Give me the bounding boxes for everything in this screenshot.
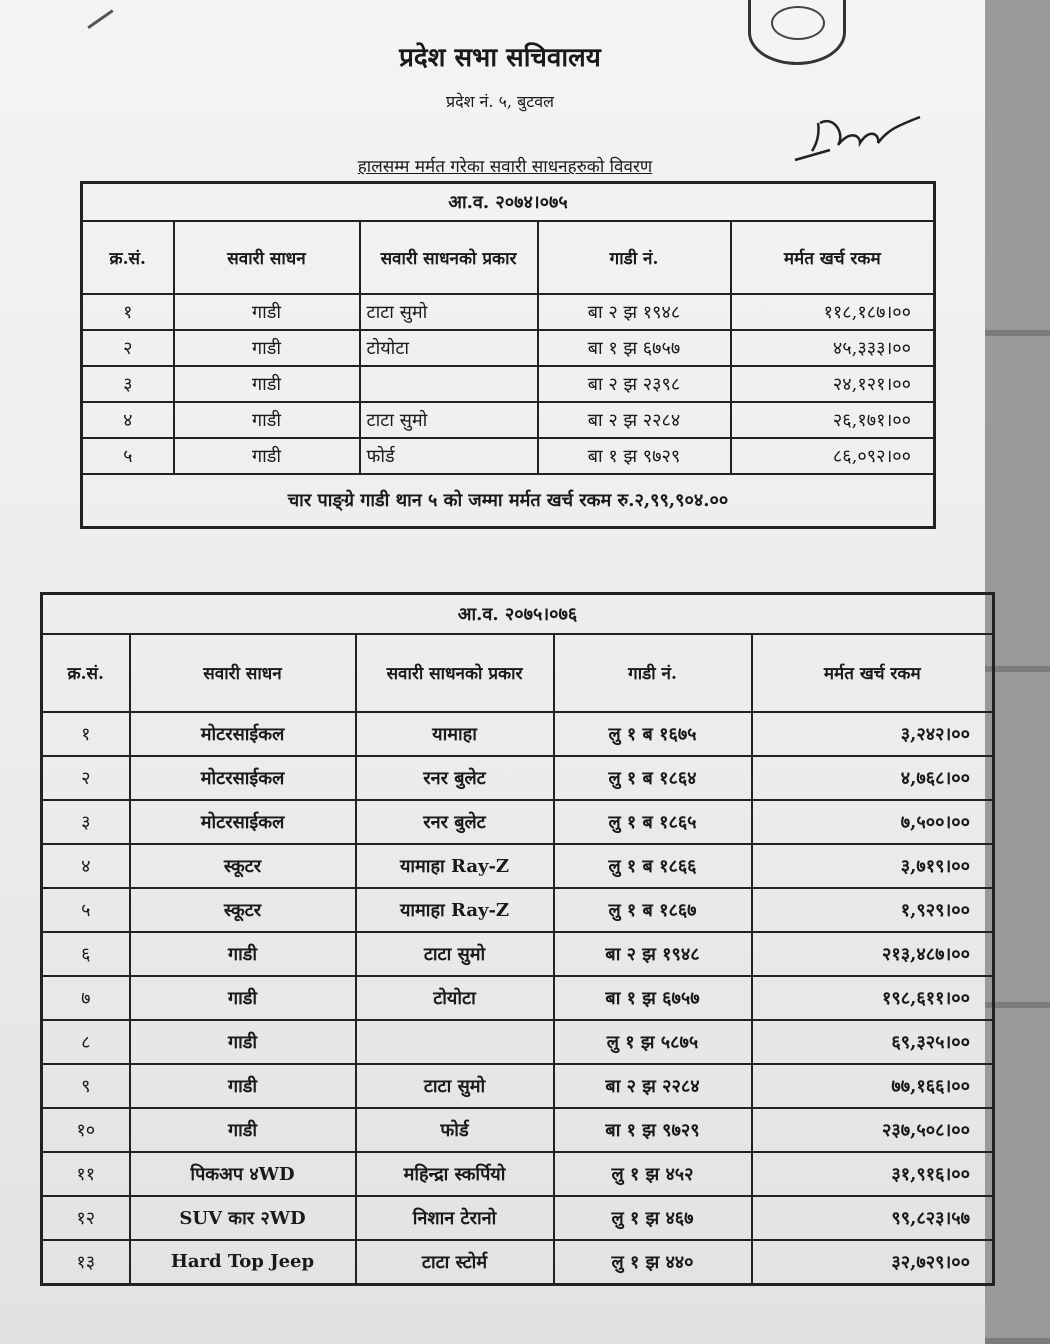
table-row [42, 1240, 994, 1285]
cell-sn: ५ [42, 888, 130, 932]
cell-sn: ९ [42, 1064, 130, 1108]
col-header-number: गाडी नं. [554, 634, 752, 712]
page-caption: हालसम्म मर्मत गरेका सवारी साधनहरुको विवरण [357, 157, 653, 177]
cell-type: यामाहा Ray-Z [356, 888, 554, 932]
cell-sn: १० [42, 1108, 130, 1152]
cell-type: टाटा सुमो [356, 1064, 554, 1108]
cell-amount: ३,२४२।०० [752, 712, 994, 756]
cell-vehicle: पिकअप ४WD [130, 1152, 356, 1196]
cell-amount: १९८,६११।०० [752, 976, 994, 1020]
table-row [42, 756, 994, 800]
cell-number: बा २ झ २२८४ [554, 1064, 752, 1108]
table-row [82, 294, 935, 330]
cell-sn: ११ [42, 1152, 130, 1196]
cell-type: महिन्द्रा स्कर्पियो [356, 1152, 554, 1196]
cell-sn: ४ [42, 844, 130, 888]
cell-sn: १ [82, 294, 174, 330]
table-row [42, 844, 994, 888]
cell-number: बा १ झ ९७२९ [554, 1108, 752, 1152]
cell-amount: २६,१७१।०० [731, 402, 935, 438]
table-row [42, 1108, 994, 1152]
cell-sn: १३ [42, 1240, 130, 1285]
cell-amount: ३,७१९।०० [752, 844, 994, 888]
cell-amount: ४,७६८।०० [752, 756, 994, 800]
cell-number: लु १ ब १८६७ [554, 888, 752, 932]
cell-number: बा १ झ ६७५७ [538, 330, 731, 366]
cell-sn: ६ [42, 932, 130, 976]
cell-type: यामाहा [356, 712, 554, 756]
cell-amount: ७७,१६६।०० [752, 1064, 994, 1108]
cell-type: रनर बुलेट [356, 756, 554, 800]
cell-amount: ६९,३२५।०० [752, 1020, 994, 1064]
cell-vehicle: SUV कार २WD [130, 1196, 356, 1240]
cell-vehicle: गाडी [130, 1064, 356, 1108]
cell-type: यामाहा Ray-Z [356, 844, 554, 888]
table-row [82, 330, 935, 366]
cell-sn: ४ [82, 402, 174, 438]
cell-type: फोर्ड [356, 1108, 554, 1152]
cell-amount: ११८,१८७।०० [731, 294, 935, 330]
table-row [42, 1020, 994, 1064]
page-title: प्रदेश सभा सचिवालय [399, 43, 601, 73]
cell-vehicle: गाडी [174, 402, 360, 438]
cell-amount: ८६,०९२।०० [731, 438, 935, 474]
cell-type: फोर्ड [360, 438, 538, 474]
table-row [42, 800, 994, 844]
cell-type: टोयोटा [360, 330, 538, 366]
cell-sn: ५ [82, 438, 174, 474]
col-header-vehicle: सवारी साधन [174, 221, 360, 294]
col-header-vehicle: सवारी साधन [130, 634, 356, 712]
cell-vehicle: मोटरसाईकल [130, 800, 356, 844]
cell-number: लु १ झ ४५२ [554, 1152, 752, 1196]
cell-number: बा २ झ १९४८ [554, 932, 752, 976]
cell-number: लु १ ब १८६४ [554, 756, 752, 800]
cell-vehicle: मोटरसाईकल [130, 756, 356, 800]
cell-number: लु १ ब १६७५ [554, 712, 752, 756]
table-row [82, 438, 935, 474]
cell-number: लु १ झ ४४० [554, 1240, 752, 1285]
col-header-amount: मर्मत खर्च रकम [731, 221, 935, 294]
total-row: चार पाङ्ग्रे गाडी थान ५ को जम्मा मर्मत खर्च रकम रु.२,९९,९०४.०० [82, 474, 935, 528]
cell-amount: ४५,३३३।०० [731, 330, 935, 366]
col-header-type: सवारी साधनको प्रकार [360, 221, 538, 294]
cell-amount: २१३,४८७।०० [752, 932, 994, 976]
col-header-number: गाडी नं. [538, 221, 731, 294]
cell-type [360, 366, 538, 402]
cell-number: बा २ झ २२८४ [538, 402, 731, 438]
cell-sn: ७ [42, 976, 130, 1020]
page-subtitle: प्रदेश नं. ५, बुटवल [445, 92, 555, 111]
cell-sn: ८ [42, 1020, 130, 1064]
cell-sn: ३ [82, 366, 174, 402]
cell-vehicle: मोटरसाईकल [130, 712, 356, 756]
table-row [42, 1064, 994, 1108]
repair-table-2074-075 [80, 181, 936, 529]
repair-table-2075-076 [40, 592, 995, 1286]
cell-type: टाटा स्टोर्म [356, 1240, 554, 1285]
cell-sn: २ [42, 756, 130, 800]
cell-type: टाटा सुमो [356, 932, 554, 976]
cell-amount: ३२,७२९।०० [752, 1240, 994, 1285]
col-header-sn: क्र.सं. [42, 634, 130, 712]
cell-amount: ९९,८२३।५७ [752, 1196, 994, 1240]
cell-type [356, 1020, 554, 1064]
table-row [82, 366, 935, 402]
table-row [42, 1152, 994, 1196]
cell-number: बा १ झ ९७२९ [538, 438, 731, 474]
cell-number: लु १ ब १८६६ [554, 844, 752, 888]
cell-number: बा १ झ ६७५७ [554, 976, 752, 1020]
cell-vehicle: गाडी [130, 1108, 356, 1152]
cell-vehicle: Hard Top Jeep [130, 1240, 356, 1285]
col-header-amount: मर्मत खर्च रकम [752, 634, 994, 712]
cell-type: टाटा सुमो [360, 402, 538, 438]
cell-amount: ३१,९१६।०० [752, 1152, 994, 1196]
cell-type: रनर बुलेट [356, 800, 554, 844]
cell-vehicle: स्कूटर [130, 888, 356, 932]
cell-sn: २ [82, 330, 174, 366]
cell-number: लु १ ब १८६५ [554, 800, 752, 844]
cell-amount: ७,५००।०० [752, 800, 994, 844]
cell-vehicle: गाडी [130, 932, 356, 976]
cell-vehicle: गाडी [174, 366, 360, 402]
cell-amount: २४,१२१।०० [731, 366, 935, 402]
cell-number: बा २ झ २३९८ [538, 366, 731, 402]
cell-type: निशान टेरानो [356, 1196, 554, 1240]
cell-amount: २३७,५०८।०० [752, 1108, 994, 1152]
table-row [42, 712, 994, 756]
cell-number: लु १ झ ४६७ [554, 1196, 752, 1240]
table-row [42, 1196, 994, 1240]
cell-vehicle: गाडी [174, 438, 360, 474]
cell-sn: १ [42, 712, 130, 756]
cell-vehicle: गाडी [174, 294, 360, 330]
cell-number: लु १ झ ५८७५ [554, 1020, 752, 1064]
fiscal-year-label: आ.व. २०७५।०७६ [42, 594, 994, 634]
cell-type: टाटा सुमो [360, 294, 538, 330]
cell-number: बा २ झ १९४८ [538, 294, 731, 330]
cell-vehicle: गाडी [130, 976, 356, 1020]
col-header-type: सवारी साधनको प्रकार [356, 634, 554, 712]
cell-sn: १२ [42, 1196, 130, 1240]
table-row [82, 402, 935, 438]
cell-vehicle: गाडी [174, 330, 360, 366]
cell-type: टोयोटा [356, 976, 554, 1020]
cell-amount: १,९२९।०० [752, 888, 994, 932]
cell-vehicle: स्कूटर [130, 844, 356, 888]
table-row [42, 888, 994, 932]
col-header-sn: क्र.सं. [82, 221, 174, 294]
cell-vehicle: गाडी [130, 1020, 356, 1064]
fiscal-year-label: आ.व. २०७४।०७५ [82, 183, 935, 221]
table-row [42, 932, 994, 976]
table-row [42, 976, 994, 1020]
cell-sn: ३ [42, 800, 130, 844]
